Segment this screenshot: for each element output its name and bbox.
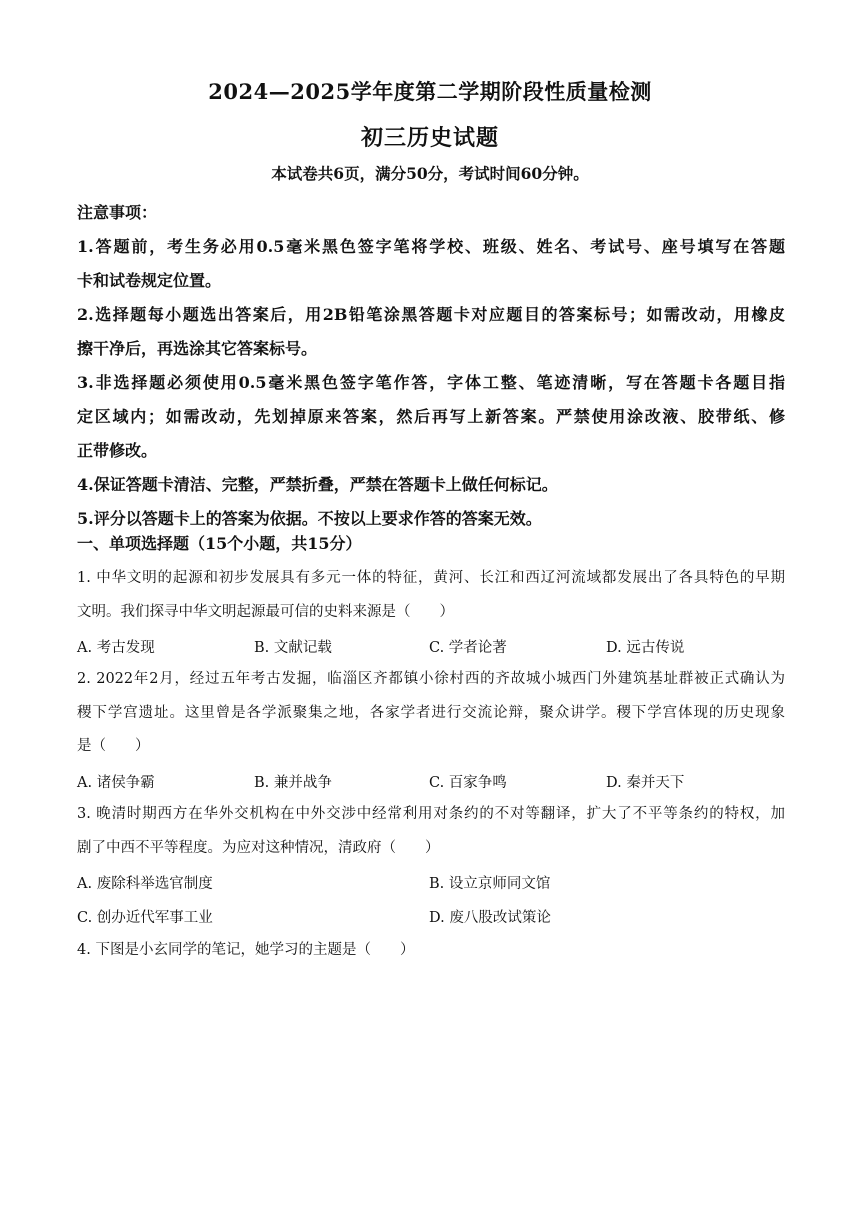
option-b: B. 设立京师同文馆 (429, 876, 551, 892)
question-text: 剧了中西不平等程度。为应对这种情况，清政府（ ） (77, 839, 440, 856)
exam-info: 本试卷共6页，满分50分，考试时间60分钟。 (271, 164, 589, 183)
notes-heading: 注意事项： (77, 203, 158, 222)
option-d: D. 远古传说 (606, 640, 685, 656)
option-a: A. 废除科举选官制度 (77, 876, 213, 892)
section-heading: 一、单项选择题（15个小题，共15分） (77, 534, 362, 553)
question-text: 3. 晚清时期西方在华外交机构在中外交涉中经常利用对条约的不对等翻译，扩大了不平等条约的特权，加 (77, 806, 785, 822)
question-2 (77, 663, 785, 764)
question-text: 4. 下图是小玄同学的笔记，她学习的主题是（ ） (77, 942, 415, 958)
option-d: D. 秦并天下 (606, 775, 685, 791)
option-c: C. 学者论著 (429, 640, 507, 656)
notes-line: 1.答题前，考生务必用0.5毫米黑色签字笔将学校、班级、姓名、考试号、座号填写在答题 (77, 237, 785, 256)
question-3-options-row2 (77, 906, 785, 936)
question-1 (77, 562, 785, 629)
notes-line: 5.评分以答题卡上的答案为依据。不按以上要求作答的答案无效。 (77, 509, 542, 528)
question-text: 是（ ） (77, 738, 150, 754)
option-c: C. 百家争鸣 (429, 775, 507, 791)
question-text: 2. 2022年2月，经过五年考古发掘，临淄区齐都镇小徐村西的齐故城小城西门外建筑基址群被正式确认为 (77, 671, 785, 687)
question-text: 文明。我们探寻中华文明起源最可信的史料来源是（ ） (77, 603, 454, 620)
question-2-options (77, 771, 785, 801)
notes-line: 3.非选择题必须使用0.5毫米黑色签字笔作答，字体工整、笔迹清晰，写在答题卡各题目指 (77, 373, 785, 392)
exam-subject-title: 初三历史试题 (360, 125, 499, 151)
question-3 (77, 798, 785, 865)
option-b: B. 兼并战争 (254, 775, 332, 791)
option-a: A. 考古发现 (77, 640, 155, 656)
option-a: A. 诸侯争霸 (77, 775, 155, 791)
exam-title: 2024—2025学年度第二学期阶段性质量检测 (208, 79, 652, 104)
notes-line: 定区域内；如需改动，先划掉原来答案，然后再写上新答案。严禁使用涂改液、胶带纸、修 (77, 407, 785, 426)
option-d: D. 废八股改试策论 (429, 910, 551, 926)
notes-block (77, 196, 785, 536)
notes-line: 4.保证答题卡清洁、完整，严禁折叠，严禁在答题卡上做任何标记。 (77, 475, 558, 494)
question-3-options (77, 872, 785, 902)
question-1-options (77, 636, 785, 666)
question-text: 1. 中华文明的起源和初步发展具有多元一体的特征，黄河、长江和西辽河流域都发展出了各具特色的早期 (77, 570, 785, 586)
question-text: 稷下学宫遗址。这里曾是各学派聚集之地，各家学者进行交流论辩，聚众讲学。稷下学宫体现的历史现象 (77, 704, 785, 721)
notes-line: 2.选择题每小题选出答案后，用2B铅笔涂黑答题卡对应题目的答案标号；如需改动，用橡皮 (77, 305, 785, 324)
notes-line: 擦干净后，再选涂其它答案标号。 (77, 339, 318, 358)
option-c: C. 创办近代军事工业 (77, 910, 213, 926)
notes-line: 卡和试卷规定位置。 (77, 271, 222, 290)
option-b: B. 文献记载 (254, 640, 332, 656)
question-4 (77, 934, 785, 968)
notes-line: 正带修改。 (77, 441, 158, 460)
